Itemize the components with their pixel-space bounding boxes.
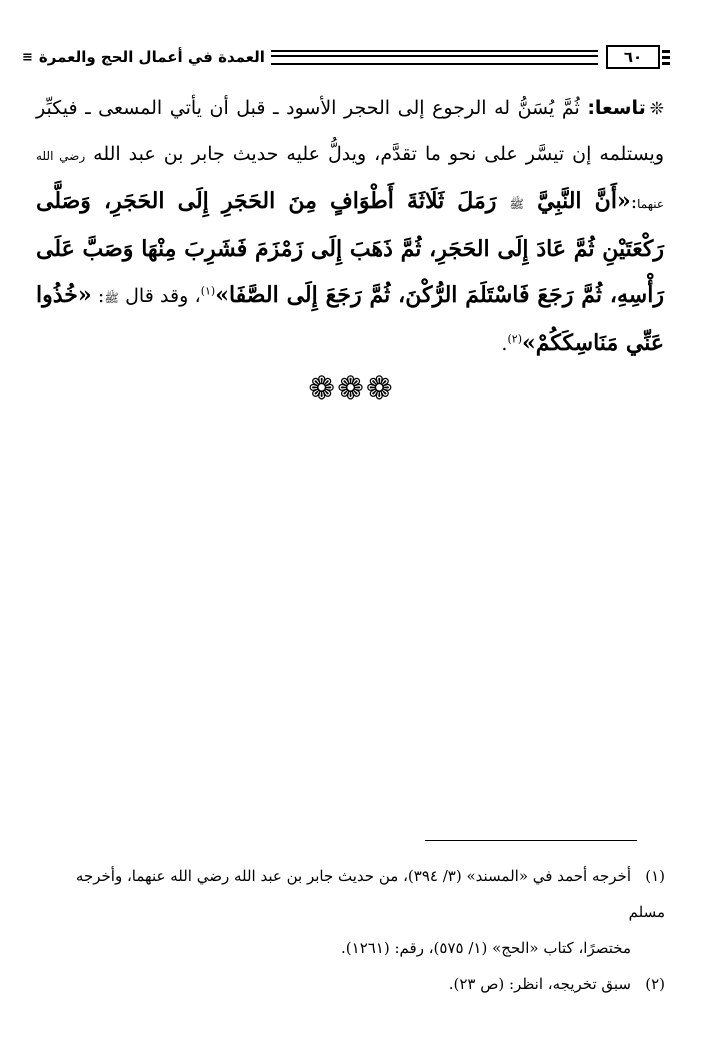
paragraph [36, 86, 664, 367]
bullet-star-icon: ❊ [649, 99, 664, 119]
quote-open: « [77, 282, 92, 308]
footnote-ref-2[interactable]: (٢) [507, 332, 522, 346]
running-header [22, 44, 670, 70]
footnote-number-1: (١) [645, 867, 665, 885]
footnote-1-line-1: أخرجه أحمد في «المسند» (٣/ ٣٩٤)، من حديث جابر بن عبد الله رضي الله عنهما، وأخرجه مسلم [75, 867, 665, 921]
footnote-number-2: (٢) [645, 975, 665, 993]
sentence-end: . [501, 333, 508, 355]
footnotes [40, 858, 665, 1002]
honorific-companion: رضي الله عنهما [36, 149, 664, 211]
footnote-2-line-1: سبق تخريجه، انظر: (ص ٢٣). [448, 975, 631, 993]
header-title: العمدة في أعمال الحج والعمرة [38, 48, 265, 66]
header-tick-mark [662, 48, 670, 66]
header-mark-icon: ≡ [22, 49, 33, 65]
footnote-1-continuation: مختصرًا، كتاب «الحج» (١/ ٥٧٥)، رقم: (١٢٦١). [341, 939, 631, 957]
footnote-2 [40, 966, 665, 1002]
hadith-open-quote: « [616, 188, 631, 214]
quote-text: خُذُوا عَنِّي مَنَاسِكَكُمْ [36, 282, 664, 356]
footnote-separator [425, 840, 637, 841]
honorific-prophet: ﷺ [509, 197, 524, 211]
said-text: ، وقد قال [118, 285, 201, 307]
page-number: ٦٠ [606, 45, 660, 69]
quote-close: » [521, 330, 536, 356]
footnote-ref-1[interactable]: (١) [200, 284, 216, 298]
header-rule [271, 50, 598, 65]
main-text [36, 86, 664, 367]
hadith-text-1: أَنَّ النَّبِيَّ [524, 188, 617, 214]
said-colon: : [91, 285, 105, 307]
paragraph-text: ثُمَّ يُسَنُّ له الرجوع إلى الحجر الأسود ـ قبل أن يأتي المسعى ـ فيكبِّر ويستلمه إن تيسَّر على نحو ما تقدَّم، ويدلُّ عليه حديث جابر بن عبد الله [36, 97, 664, 165]
ornament-flowers-icon: ❁❁❁ [308, 369, 395, 407]
honorific-prophet-2: ﷺ [104, 291, 119, 305]
footnote-1 [40, 858, 665, 930]
section-lead: تاسعا: [587, 97, 646, 119]
hadith-text-2: رَمَلَ ثَلَاثَةَ أَطْوَافٍ مِنَ الحَجَرِ إِلَى الحَجَرِ، وَصَلَّى رَكْعَتَيْنِ ثُمَّ عَادَ إِلَى الحَجَرِ، ثُمَّ ذَهَبَ إِلَى زَمْزَمَ فَشَرِبَ مِنْهَا وَصَبَّ عَلَى رَأْسِهِ، ثُمَّ رَجَعَ فَاسْتَلَمَ الرُّكْنَ، ثُمَّ رَجَعَ إِلَى الصَّفَا [36, 188, 664, 308]
colon: : [630, 191, 638, 213]
hadith-close-quote: » [215, 282, 229, 308]
